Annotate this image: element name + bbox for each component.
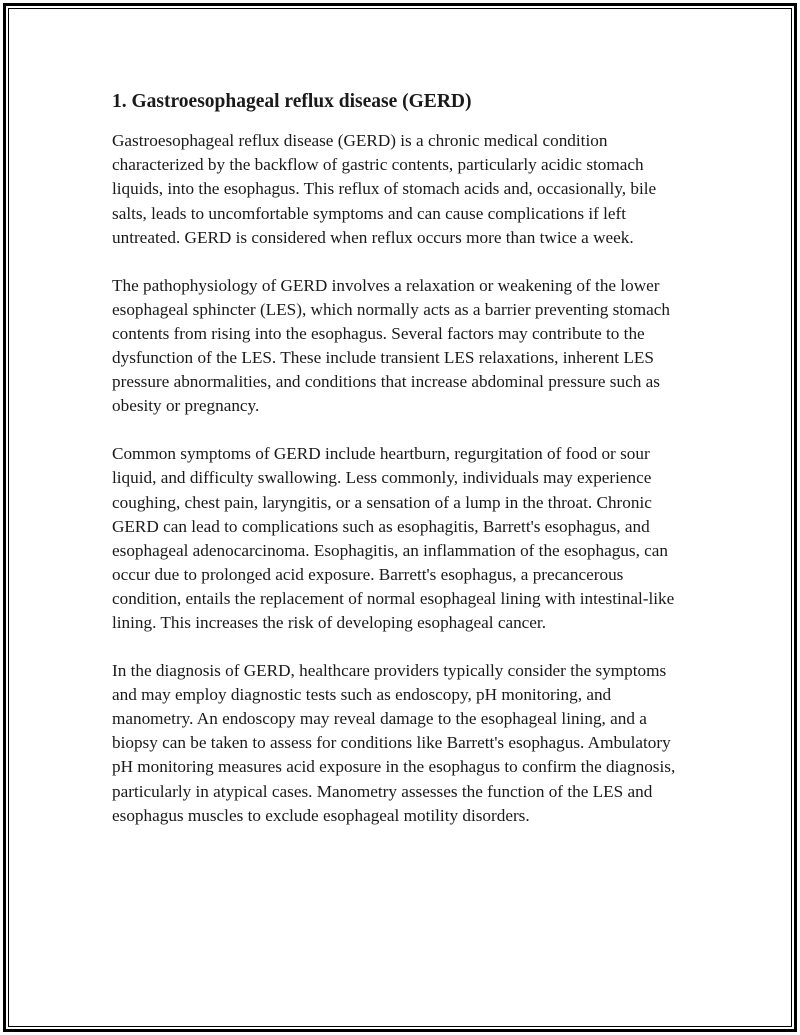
paragraph-diagnosis: In the diagnosis of GERD, healthcare providers typically consider the symptoms and may employ diagnostic tests such as endoscopy, pH monitoring, and manometry. An endoscopy may reveal damage to the esophageal lining, and a biopsy can be taken to assess for conditions like Barrett's esophagus. Ambulatory pH monitoring measures acid exposure in the esophagus to confirm the diagnosis, particularly in atypical cases. Manometry assesses the function of the LES and esophagus muscles to exclude esophageal motility disorders.	[112, 661, 676, 825]
document-body	[112, 88, 678, 852]
section-heading: 1. Gastroesophageal reflux disease (GERD)	[112, 91, 472, 112]
paragraph-pathophysiology: The pathophysiology of GERD involves a relaxation or weakening of the lower esophageal sphincter (LES), which normally acts as a barrier preventing stomach contents from rising into the esophagus. Several factors may contribute to the dysfunction of the LES. These include transient LES relaxations, inherent LES pressure abnormalities, and conditions that increase abdominal pressure such as obesity or pregnancy.	[112, 275, 670, 416]
paragraph-symptoms: Common symptoms of GERD include heartburn, regurgitation of food or sour liquid, and difficulty swallowing. Less commonly, individuals may experience coughing, chest pain, laryngitis, or a sensation of a lump in the throat. Chronic GERD can lead to complications such as esophagitis, Barrett's esophagus, and esophageal adenocarcinoma. Esophagitis, an inflammation of the esophagus, can occur due to prolonged acid exposure. Barrett's esophagus, a precancerous condition, entails the replacement of normal esophageal lining with intestinal-like lining. This increases the risk of developing esophageal cancer.	[112, 444, 675, 632]
paragraph-definition: Gastroesophageal reflux disease (GERD) is a chronic medical condition characterized by the backflow of gastric contents, particularly acidic stomach liquids, into the esophagus. This reflux of stomach acids and, occasionally, bile salts, leads to uncomfortable symptoms and can cause complications if left untreated. GERD is considered when reflux occurs more than twice a week.	[112, 131, 657, 247]
